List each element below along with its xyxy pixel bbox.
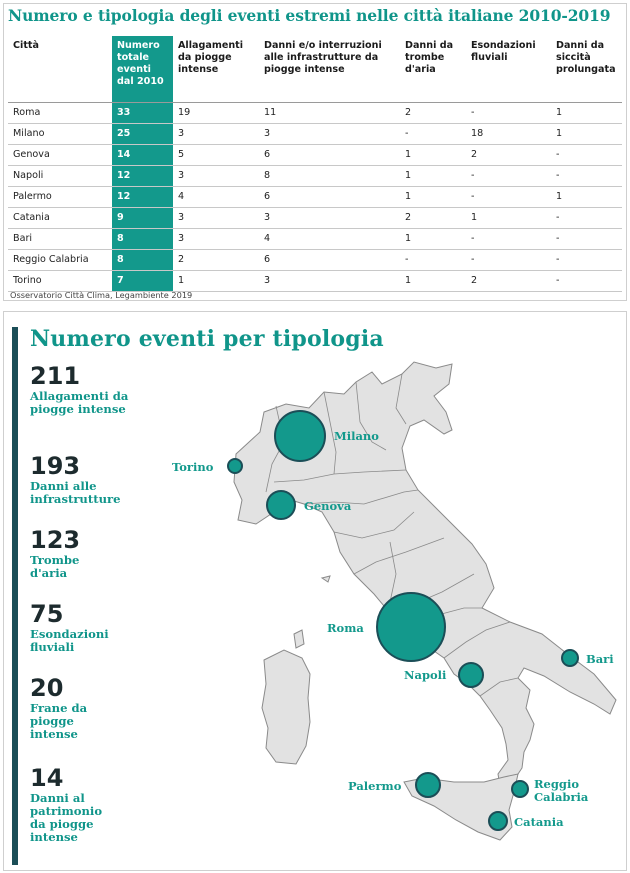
city-label-palermo: Palermo [348, 779, 402, 793]
cell-tornado: - [400, 249, 466, 270]
cell-city: Milano [8, 123, 112, 144]
cell-flood: 3 [173, 165, 259, 186]
events-table-panel [3, 3, 627, 301]
cell-city: Bari [8, 228, 112, 249]
corsica-shape [294, 630, 304, 648]
cell-total: 12 [112, 186, 173, 207]
table-row [8, 165, 622, 186]
cell-tornado: 1 [400, 186, 466, 207]
city-bubble-palermo [416, 773, 440, 797]
events-table [8, 36, 622, 292]
sardinia-shape [262, 650, 310, 764]
cell-city: Napoli [8, 165, 112, 186]
cell-river: - [466, 186, 551, 207]
stat-number: 20 [30, 674, 64, 702]
cell-flood: 5 [173, 144, 259, 165]
cell-flood: 4 [173, 186, 259, 207]
table-row [8, 186, 622, 207]
city-label-genova: Genova [304, 499, 352, 513]
cell-flood: 1 [173, 270, 259, 291]
cell-total: 8 [112, 228, 173, 249]
city-bubble-reggio-calabria [512, 781, 528, 797]
cell-total: 9 [112, 207, 173, 228]
city-bubble-napoli [459, 663, 483, 687]
city-label-torino: Torino [172, 460, 214, 474]
table-row [8, 228, 622, 249]
cell-flood: 19 [173, 102, 259, 123]
cell-city: Reggio Calabria [8, 249, 112, 270]
cell-city: Catania [8, 207, 112, 228]
cell-drought: - [551, 207, 622, 228]
cell-river: 18 [466, 123, 551, 144]
city-bubble-catania [489, 812, 507, 830]
table-row [8, 270, 622, 291]
cell-tornado: 1 [400, 144, 466, 165]
cell-drought: - [551, 144, 622, 165]
cell-flood: 3 [173, 228, 259, 249]
header-infra: Danni e/o interruzioni alle infrastrutture da piogge intense [259, 36, 400, 102]
header-total: Numero totale eventi dal 2010 [112, 36, 173, 102]
stat-label: Danni al patrimonio da piogge intense [30, 791, 103, 844]
table-row [8, 207, 622, 228]
cell-city: Palermo [8, 186, 112, 207]
table-row [8, 144, 622, 165]
cell-total: 33 [112, 102, 173, 123]
stat-label: Trombe d'aria [30, 553, 80, 580]
cell-river: 2 [466, 270, 551, 291]
header-flood: Allagamenti da piogge intense [173, 36, 259, 102]
city-bubble-milano [275, 411, 325, 461]
cell-river: - [466, 102, 551, 123]
table-row [8, 249, 622, 270]
cell-infra: 11 [259, 102, 400, 123]
table-source: Osservatorio Città Clima, Legambiente 2019 [10, 290, 193, 300]
cell-infra: 8 [259, 165, 400, 186]
cell-drought: 1 [551, 123, 622, 144]
city-label-bari: Bari [586, 652, 614, 666]
cell-infra: 6 [259, 144, 400, 165]
table-header-row [8, 36, 622, 102]
table-row [8, 123, 622, 144]
italy-map [4, 312, 628, 872]
cell-tornado: 1 [400, 228, 466, 249]
table-title: Numero e tipologia degli eventi estremi nelle città italiane 2010-2019 [8, 6, 611, 25]
cell-tornado: 1 [400, 165, 466, 186]
cell-river: 2 [466, 144, 551, 165]
map-title: Numero eventi per tipologia [30, 326, 384, 352]
cell-river: - [466, 249, 551, 270]
cell-river: 1 [466, 207, 551, 228]
table-row [8, 102, 622, 123]
stat-number: 14 [30, 764, 64, 792]
city-label-reggio-calabria-text: Reggio [534, 777, 579, 791]
cell-total: 25 [112, 123, 173, 144]
cell-infra: 6 [259, 186, 400, 207]
cell-drought: - [551, 249, 622, 270]
cell-total: 7 [112, 270, 173, 291]
cell-tornado: 2 [400, 207, 466, 228]
city-label-catania: Catania [514, 815, 564, 829]
cell-flood: 3 [173, 207, 259, 228]
stat-label: Allagamenti da piogge intense [30, 389, 129, 416]
cell-flood: 2 [173, 249, 259, 270]
cell-flood: 3 [173, 123, 259, 144]
stat-label: Danni alle infrastrutture [30, 479, 121, 506]
stat-label: Frane da piogge intense [30, 701, 88, 741]
cell-drought: - [551, 165, 622, 186]
city-label-milano: Milano [334, 429, 379, 443]
stat-number: 75 [30, 600, 64, 628]
header-city: Città [8, 36, 112, 102]
cell-river: - [466, 165, 551, 186]
stat-number: 123 [30, 526, 81, 554]
cell-infra: 3 [259, 207, 400, 228]
cell-city: Torino [8, 270, 112, 291]
cell-drought: 1 [551, 186, 622, 207]
cell-infra: 6 [259, 249, 400, 270]
city-label-napoli: Napoli [404, 668, 447, 682]
cell-tornado: 2 [400, 102, 466, 123]
city-label-reggio-calabria-line2: Calabria [534, 790, 589, 804]
header-drought: Danni da siccità prolungata [551, 36, 622, 102]
map-panel [3, 311, 627, 871]
city-bubble-genova [267, 491, 295, 519]
header-tornado: Danni da trombe d'aria [400, 36, 466, 102]
cell-drought: 1 [551, 102, 622, 123]
stat-number: 211 [30, 362, 81, 390]
cell-infra: 4 [259, 228, 400, 249]
cell-tornado: - [400, 123, 466, 144]
cell-total: 14 [112, 144, 173, 165]
cell-drought: - [551, 228, 622, 249]
city-label-reggio-calabria [534, 777, 589, 804]
city-label-roma: Roma [327, 621, 364, 635]
header-river: Esondazioni fluviali [466, 36, 551, 102]
cell-drought: - [551, 270, 622, 291]
cell-city: Genova [8, 144, 112, 165]
city-bubble-torino [228, 459, 242, 473]
cell-city: Roma [8, 102, 112, 123]
cell-infra: 3 [259, 270, 400, 291]
city-bubble-roma [377, 593, 445, 661]
cell-total: 8 [112, 249, 173, 270]
cell-total: 12 [112, 165, 173, 186]
cell-infra: 3 [259, 123, 400, 144]
cell-tornado: 1 [400, 270, 466, 291]
stat-label: Esondazioni fluviali [30, 627, 109, 654]
elba-shape [322, 576, 330, 582]
city-bubble-bari [562, 650, 578, 666]
stat-number: 193 [30, 452, 81, 480]
cell-river: - [466, 228, 551, 249]
